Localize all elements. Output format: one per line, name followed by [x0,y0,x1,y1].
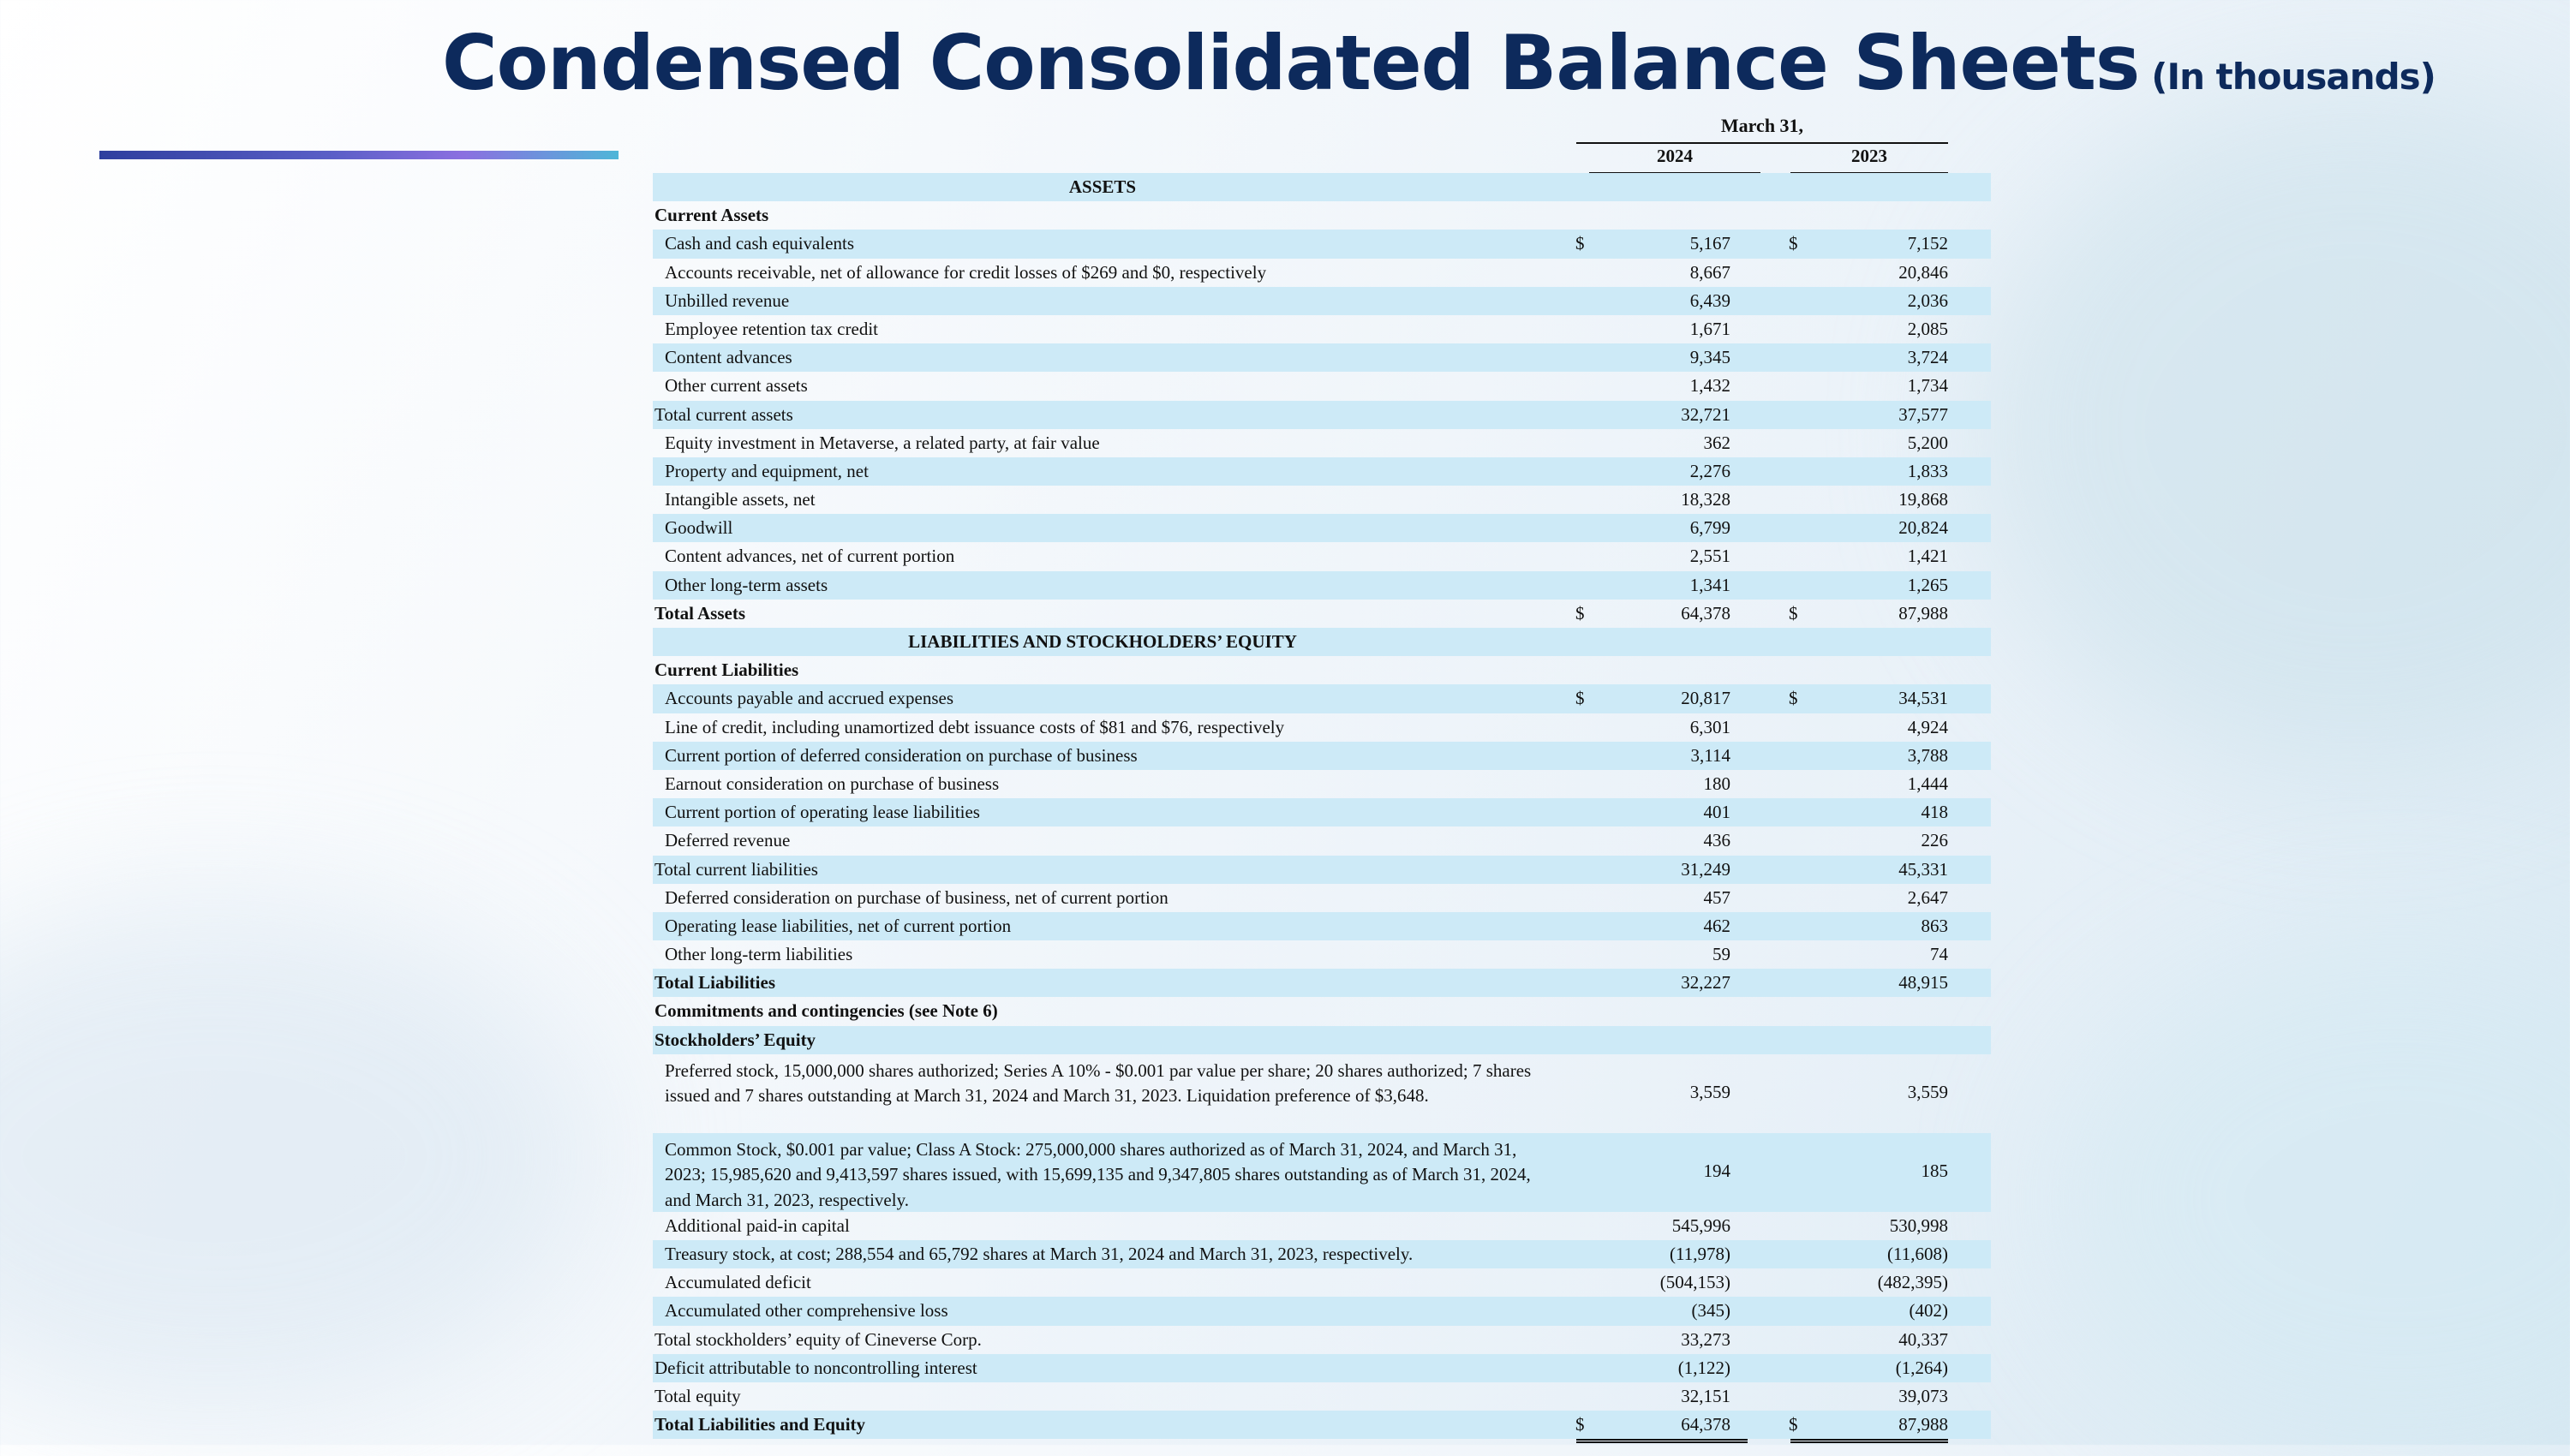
section-heading: ASSETS [1068,176,1137,197]
table-row [653,1411,1991,1439]
value-2023: 20,846 [1898,261,1948,283]
value-2023: 185 [1921,1160,1948,1181]
currency-symbol: $ [1575,1414,1585,1435]
currency-symbol: $ [1575,688,1585,709]
value-2023: 45,331 [1898,858,1948,880]
value-2023: 2,036 [1907,289,1948,311]
row-label: Total current assets [654,403,793,425]
value-2024: 64,378 [1681,602,1730,624]
value-2024: 401 [1703,802,1730,823]
table-row [653,856,1991,884]
column-header-2024: 2024 [1589,146,1760,174]
table-row [653,798,1991,826]
value-2023: 48,915 [1898,972,1948,994]
row-label: Total current liabilities [654,858,818,880]
currency-symbol: $ [1789,688,1798,709]
value-2023: 226 [1921,830,1948,851]
value-2023: 37,577 [1898,403,1948,425]
table-row [653,486,1991,514]
value-2023: 530,998 [1889,1214,1948,1236]
table-row [653,173,1991,201]
value-2024: (11,978) [1670,1244,1730,1264]
table-row [653,826,1991,855]
table-row [653,542,1991,570]
table-row [653,514,1991,542]
value-2023: 74 [1930,944,1948,965]
row-label: Accumulated deficit [665,1272,811,1293]
value-2024: 64,378 [1681,1414,1730,1435]
value-2024: 180 [1703,773,1730,794]
value-2023: 3,559 [1907,1081,1948,1102]
value-2024: 59 [1712,944,1730,965]
value-2023: (402) [1909,1300,1948,1322]
table-row [653,287,1991,315]
row-label: Accumulated other comprehensive loss [665,1300,948,1322]
accent-bar [99,151,619,159]
row-label: Other long-term assets [665,574,828,595]
table-row [653,1054,1991,1133]
row-label: Unbilled revenue [665,289,790,311]
value-2024: 18,328 [1681,489,1730,510]
title-unit: (In thousands) [2151,56,2436,98]
row-label: Deferred revenue [665,830,791,851]
value-2023: 4,924 [1907,716,1948,737]
table-row [653,401,1991,429]
row-label: Current portion of deferred consideration on purchase of business [665,744,1138,766]
value-2024: 6,439 [1689,289,1730,311]
table-row [653,1212,1991,1240]
row-label: Other long-term liabilities [665,944,853,965]
value-2024: 32,227 [1681,972,1730,994]
value-2023: 1,833 [1907,460,1948,481]
background-glow [1970,86,2570,771]
row-label: Stockholders’ Equity [654,1029,816,1050]
row-label: Equity investment in Metaverse, a related party, at fair value [665,432,1100,453]
row-label: Accounts payable and accrued expenses [665,688,954,709]
currency-symbol: $ [1575,602,1585,624]
table-body [653,173,1991,1439]
row-label: Additional paid-in capital [665,1214,850,1236]
value-2023: 1,421 [1907,546,1948,567]
table-row [653,600,1991,628]
value-2024: 31,249 [1681,858,1730,880]
column-header-2023: 2023 [1790,146,1948,174]
table-row [653,571,1991,600]
value-2024: 33,273 [1681,1328,1730,1350]
background-glow [0,899,600,1413]
value-2023: 19,868 [1898,489,1948,510]
row-label: Treasury stock, at cost; 288,554 and 65,792 shares at March 31, 2024 and March 31, 2023, respectively. [665,1244,1414,1264]
value-2024: 1,341 [1689,574,1730,595]
value-2024: 3,559 [1689,1081,1730,1102]
value-2023: (1,264) [1895,1357,1948,1378]
table-row [653,628,1991,656]
value-2023: 7,152 [1907,233,1948,254]
value-2024: 6,799 [1689,517,1730,539]
table-row [653,997,1991,1025]
value-2023: 39,073 [1898,1385,1948,1406]
table-row [653,742,1991,770]
table-row [653,201,1991,230]
table-row [653,315,1991,343]
value-2024: 2,551 [1689,546,1730,567]
background-glow [2056,942,2570,1456]
table-row [653,1240,1991,1268]
row-label: Line of credit, including unamortized debt issuance costs of $81 and $76, respectively [665,716,1285,737]
row-label: Property and equipment, net [665,460,869,481]
table-row [653,1354,1991,1382]
table-row [653,1026,1991,1054]
row-label: Total Liabilities [654,972,776,994]
value-2024: 32,151 [1681,1385,1730,1406]
value-2023: (11,608) [1887,1244,1948,1264]
value-2024: 3,114 [1690,744,1730,766]
row-label: Earnout consideration on purchase of business [665,773,1000,794]
page-title [442,19,2436,107]
value-2023: 1,265 [1907,574,1948,595]
row-label: Commitments and contingencies (see Note 6) [654,1000,998,1022]
value-2024: 1,432 [1689,375,1730,397]
value-2024: 545,996 [1671,1214,1730,1236]
value-2024: 6,301 [1689,716,1730,737]
value-2023: 3,724 [1907,347,1948,368]
title-text: Condensed Consolidated Balance Sheets [442,19,2140,107]
row-label: Total equity [654,1385,741,1406]
value-2023: 87,988 [1898,1414,1948,1435]
value-2024: 32,721 [1681,403,1730,425]
value-2024: (504,153) [1659,1272,1730,1293]
table-row [653,684,1991,713]
currency-symbol: $ [1789,233,1798,254]
row-label: Total Assets [654,602,745,624]
table-row [653,713,1991,742]
value-2024: 436 [1703,830,1730,851]
value-2024: 1,671 [1689,318,1730,339]
table-row [653,457,1991,486]
value-2024: (345) [1691,1300,1730,1322]
row-label: Total Liabilities and Equity [654,1414,866,1435]
row-label: Common Stock, $0.001 par value; Class A Stock: 275,000,000 shares authorized as of March 31, 2024, and March 31, 2023; 15,985,620 and 9,413,597 shares issued, with 15,699,135 and 9,347,805 shares outstanding as of March 31, 2024, and March 31, 2023, respectively. [665,1138,1531,1210]
value-2024: 5,167 [1689,233,1730,254]
value-2023: 5,200 [1907,432,1948,453]
value-2024: 457 [1703,886,1730,908]
row-label: Content advances, net of current portion [665,546,955,567]
row-label: Preferred stock, 15,000,000 shares authorized; Series A 10% - $0.001 par value per share; 20 shares authorized; 7 shares issued and 7 shares outstanding at March 31, 2024 and March 31, 2023. Liquidation preference of $3,648. [665,1059,1532,1107]
table-row [653,1297,1991,1325]
row-label: Cash and cash equivalents [665,233,855,254]
row-label: Current Assets [654,205,769,226]
row-label: Total stockholders’ equity of Cineverse Corp. [654,1328,982,1350]
value-2023: 2,647 [1907,886,1948,908]
value-2024: 462 [1703,915,1730,936]
row-label: Deferred consideration on purchase of business, net of current portion [665,886,1168,908]
row-label: Intangible assets, net [665,489,816,510]
row-label: Accounts receivable, net of allowance for credit losses of $269 and $0, respectively [665,261,1267,283]
currency-symbol: $ [1789,602,1798,624]
value-2024: 20,817 [1681,688,1730,709]
table-row [653,230,1991,258]
section-heading: LIABILITIES AND STOCKHOLDERS’ EQUITY [908,631,1297,652]
value-2023: 418 [1921,802,1948,823]
value-2023: 3,788 [1907,744,1948,766]
value-2023: 1,444 [1907,773,1948,794]
table-row [653,1268,1991,1297]
row-label: Current portion of operating lease liabilities [665,802,980,823]
value-2023: 863 [1921,915,1948,936]
row-label: Employee retention tax credit [665,318,878,339]
row-label: Content advances [665,347,792,368]
row-label: Goodwill [665,517,733,539]
value-2024: 9,345 [1689,347,1730,368]
row-label: Current Liabilities [654,659,799,681]
value-2024: 8,667 [1689,261,1730,283]
value-2024: 2,276 [1689,460,1730,481]
value-2023: 20,824 [1898,517,1948,539]
table-row [653,259,1991,287]
currency-symbol: $ [1575,233,1585,254]
table-row [653,1133,1991,1212]
value-2023: 87,988 [1898,602,1948,624]
table-row [653,1326,1991,1354]
table-row [653,884,1991,912]
value-2023: 34,531 [1898,688,1948,709]
row-label: Deficit attributable to noncontrolling interest [654,1357,977,1378]
table-row [653,912,1991,940]
value-2023: (482,395) [1877,1272,1948,1293]
value-2023: 2,085 [1907,318,1948,339]
table-row [653,656,1991,684]
table-row [653,1382,1991,1411]
period-header: March 31, [1576,115,1948,144]
table-row [653,969,1991,997]
currency-symbol: $ [1789,1414,1798,1435]
value-2024: 194 [1703,1160,1730,1181]
row-label: Other current assets [665,375,808,397]
row-label: Operating lease liabilities, net of current portion [665,915,1012,936]
table-row [653,343,1991,372]
value-2024: (1,122) [1677,1357,1730,1378]
value-2023: 1,734 [1907,375,1948,397]
table-row [653,770,1991,798]
table-row [653,940,1991,969]
table-row [653,429,1991,457]
value-2024: 362 [1703,432,1730,453]
table-row [653,372,1991,400]
value-2023: 40,337 [1898,1328,1948,1350]
